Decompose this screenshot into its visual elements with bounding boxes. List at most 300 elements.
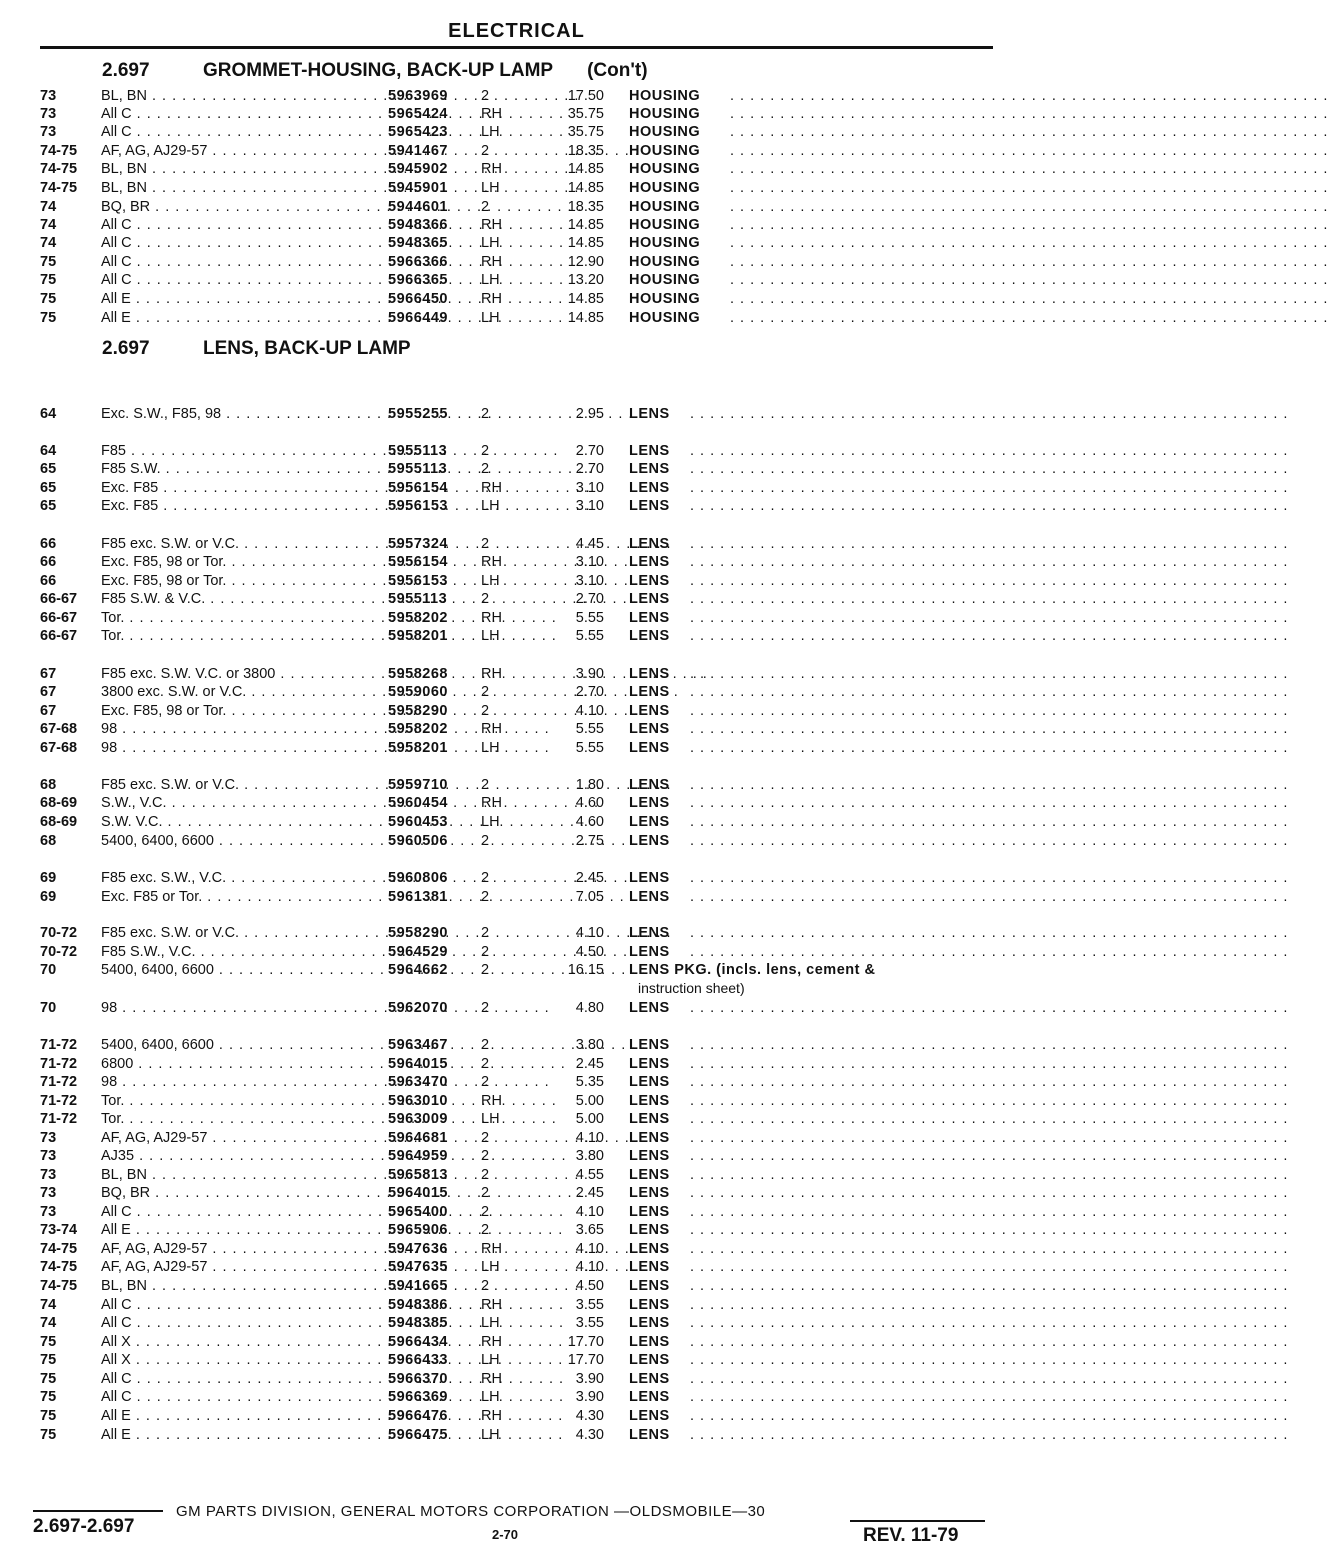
part-name: LENS — [629, 498, 670, 514]
part-number: 5964015 — [388, 1185, 448, 1201]
year-cell: 74 — [40, 1297, 57, 1313]
part-number: 5964681 — [388, 1130, 448, 1146]
part-name: LENS — [629, 777, 670, 793]
price: 13.20 — [567, 272, 604, 288]
dot-leader: . . . . . . . . . . . . . . . . . . . . . . . . . . . . . . . . . . . . . . . . . . . . . . . . . . . . . . . . . . . . — [690, 1111, 1289, 1127]
table-row — [0, 1314, 1289, 1332]
price: 2.75 — [575, 833, 604, 849]
dot-leader: . . . . . . . . . . . . . . . . . . . . . . . . . . . . . . . . . . . . . . . . . . . . . . . . . . . . . . . . . . . . — [730, 291, 1328, 307]
price: 17.70 — [567, 1352, 604, 1368]
quantity-side: 2 — [481, 1278, 490, 1294]
quantity-side: RH — [481, 554, 502, 570]
footer-page-number: 2-70 — [492, 1527, 519, 1542]
price: 18.35 — [567, 143, 604, 159]
price: 3.90 — [575, 1389, 604, 1405]
model-description: Exc. F85 . . . — [101, 479, 369, 497]
model-description: S.W., V.C. . . . — [101, 794, 369, 812]
part-name: HOUSING — [629, 310, 701, 326]
table-row — [0, 123, 1328, 141]
price: 14.85 — [567, 235, 604, 251]
table-row — [0, 234, 1328, 252]
quantity-side: RH — [481, 795, 502, 811]
part-number: 5966370 — [388, 1371, 448, 1387]
quantity-side: RH — [481, 666, 502, 682]
part-name: HOUSING — [629, 180, 701, 196]
table-row — [0, 160, 1328, 178]
part-name: LENS — [629, 480, 670, 496]
quantity-side: 2 — [481, 684, 490, 700]
price: 2.70 — [575, 461, 604, 477]
model-description: All E . . . — [101, 290, 369, 308]
price: 2.70 — [575, 591, 604, 607]
part-name: LENS — [629, 944, 670, 960]
model-description: AF, AG, AJ29-57 . . . — [101, 1129, 369, 1147]
price: 14.85 — [567, 217, 604, 233]
footer-revision: REV. 11-79 — [863, 1525, 959, 1546]
price: 5.55 — [575, 628, 604, 644]
table-row — [0, 1129, 1289, 1147]
model-description: AF, AG, AJ29-57 . . . — [101, 1240, 369, 1258]
model-description: BQ, BR . . . — [101, 198, 369, 216]
price: 4.10 — [575, 1241, 604, 1257]
price: 5.55 — [575, 610, 604, 626]
price: 3.10 — [575, 554, 604, 570]
part-number: 5947635 — [388, 1259, 448, 1275]
dot-leader: . . . . . . . . . . . . . . . . . . . . . . . . . . . . . . . . . . . . . . . . . . . . . . . . . . . . . . . . . . . . — [690, 461, 1289, 477]
model-description: All C . . . — [101, 105, 369, 123]
model-description: All E . . . — [101, 1426, 369, 1444]
part-number: 5965813 — [388, 1167, 448, 1183]
price: 3.55 — [575, 1315, 604, 1331]
price: 2.45 — [575, 1056, 604, 1072]
dot-leader: . . . . . . . . . . . . . . . . . . . . . . . . . . . . . . . . . . . . . . . . . . . . . . . . . . . . . . . . . . . . — [690, 498, 1289, 514]
part-number: 5941467 — [388, 143, 448, 159]
section-heading-housing — [102, 60, 648, 82]
quantity-side: 2 — [481, 870, 490, 886]
quantity-side: LH — [481, 124, 500, 140]
part-name: HOUSING — [629, 272, 701, 288]
price: 2.95 — [575, 406, 604, 422]
quantity-side: RH — [481, 291, 502, 307]
table-row — [0, 535, 1289, 553]
model-description: F85 S.W. . . . — [101, 460, 369, 478]
table-row — [0, 1147, 1289, 1165]
dot-leader: . . . . . . . . . . . . . . . . . . . . . . . . . . . . . . . . . . . . . . . . . . . . . . . . . . . . . . . . . . . . — [690, 889, 1289, 905]
dot-leader: . . . . . . . . . . . . . . . . . . . . . . . . . . . . . . . . . . . . . . . . . . . . . . . . . . . . . . . . . . . . — [690, 1278, 1289, 1294]
part-name: LENS — [629, 1093, 670, 1109]
model-description: BL, BN . . . — [101, 1277, 369, 1295]
part-number: 5958290 — [388, 703, 448, 719]
dot-leader: . . . . . . . . . . . . . . . . . . . . . . . . . . . . . . . . . . . . . . . . . . . . . . . . . . . . . . . . . . . . — [690, 814, 1289, 830]
dot-leader: . . . . . . . . . . . . . . . . . . . . . . . . . . . . . . . . . . . . . . . . . . . . . . . . . . . . . . . . . . . . — [690, 777, 1289, 793]
part-name: HOUSING — [629, 143, 701, 159]
dot-leader: . . . . . . . . . . . . . . . . . . . . . . . . . . . . . . . . . . . . . . . . . . . . . . . . . . . . . . . . . . . . — [690, 1074, 1289, 1090]
table-row — [0, 869, 1289, 887]
quantity-side: 2 — [481, 889, 490, 905]
section-number: 2.697 — [102, 60, 150, 81]
quantity-side: LH — [481, 180, 500, 196]
footer-rule-left — [33, 1510, 163, 1512]
model-description: BL, BN . . . — [101, 1166, 369, 1184]
page-header: ELECTRICAL — [448, 20, 585, 42]
year-cell: 73 — [40, 124, 57, 140]
year-cell: 74-75 — [40, 1241, 78, 1257]
part-name: LENS — [629, 1241, 670, 1257]
part-number: 5948385 — [388, 1315, 448, 1331]
table-row — [0, 1055, 1289, 1073]
price: 1.80 — [575, 777, 604, 793]
part-number: 5966433 — [388, 1352, 448, 1368]
model-description: F85 exc. S.W. or V.C. . . . — [101, 924, 369, 942]
year-cell: 74 — [40, 217, 57, 233]
model-description: Exc. F85 or Tor. . . . — [101, 888, 369, 906]
part-name: HOUSING — [629, 124, 701, 140]
dot-leader: . . . . . . . . . . . . . . . . . . . . . . . . . . . . . . . . . . . . . . . . . . . . . . . . . . . . . . . . . . . . — [730, 235, 1328, 251]
model-description: All C . . . — [101, 123, 369, 141]
quantity-side: 2 — [481, 703, 490, 719]
model-description: Tor. . . . — [101, 1092, 369, 1110]
table-row — [0, 776, 1289, 794]
quantity-side: 2 — [481, 1222, 490, 1238]
quantity-side: RH — [481, 721, 502, 737]
table-row — [0, 1036, 1289, 1054]
quantity-side: 2 — [481, 1037, 490, 1053]
model-description: All E . . . — [101, 1221, 369, 1239]
part-name: LENS — [629, 1389, 670, 1405]
model-description: Exc. F85 . . . — [101, 497, 369, 515]
price: 17.70 — [567, 1334, 604, 1350]
quantity-side: 2 — [481, 461, 490, 477]
table-row — [0, 739, 1289, 757]
section-heading-lens — [102, 338, 411, 360]
model-description: All X . . . — [101, 1351, 369, 1369]
dot-leader: . . . . . . . . . . . . . . . . . . . . . . . . . . . . . . . . . . . . . . . . . . . . . . . . . . . . . . . . . . . . — [690, 795, 1289, 811]
dot-leader: . . . . . . . . . . . . . . . . . . . . . . . . . . . . . . . . . . . . . . . . . . . . . . . . . . . . . . . . . . . . — [690, 443, 1289, 459]
year-cell: 73 — [40, 1148, 57, 1164]
quantity-side: RH — [481, 1371, 502, 1387]
quantity-side: 2 — [481, 443, 490, 459]
part-name: HOUSING — [629, 254, 701, 270]
part-name: LENS — [629, 1167, 670, 1183]
dot-leader: . . . . . . . . . . . . . . . . . . . . . . . . . . . . . . . . . . . . . . . . . . . . . . . . . . . . . . . . . . . . — [690, 610, 1289, 626]
table-row — [0, 198, 1328, 216]
table-row — [0, 1407, 1289, 1425]
part-number: 5958202 — [388, 721, 448, 737]
year-cell: 65 — [40, 461, 57, 477]
table-row — [0, 216, 1328, 234]
header-rule — [40, 46, 993, 49]
part-number: 5958201 — [388, 628, 448, 644]
model-description: BL, BN . . . — [101, 160, 369, 178]
table-row — [0, 961, 1069, 979]
table-row — [0, 1166, 1289, 1184]
model-description: 98 . . . — [101, 999, 369, 1017]
part-name: HOUSING — [629, 106, 701, 122]
year-cell: 73 — [40, 1167, 57, 1183]
model-description: BQ, BR . . . — [101, 1184, 369, 1202]
quantity-side: RH — [481, 1334, 502, 1350]
section-continued: (Con't) — [587, 60, 648, 81]
dot-leader: . . . . . . . . . . . . . . . . . . . . . . . . . . . . . . . . . . . . . . . . . . . . . . . . . . . . . . . . . . . . — [730, 217, 1328, 233]
year-cell: 74-75 — [40, 143, 78, 159]
quantity-side: 2 — [481, 591, 490, 607]
year-cell: 73 — [40, 88, 57, 104]
quantity-side: RH — [481, 217, 502, 233]
dot-leader: . . . . . . . . . . . . . . . . . . . . . . . . . . . . . . . . . . . . . . . . . . . . . . . . . . . . . . . . . . . . — [690, 1037, 1289, 1053]
year-cell: 75 — [40, 1427, 57, 1443]
part-number: 5955113 — [388, 443, 448, 459]
table-row — [0, 271, 1328, 289]
year-cell: 73 — [40, 1185, 57, 1201]
part-name: LENS — [629, 536, 670, 552]
dot-leader: . . . . . . . . . . . . . . . . . . . . . . . . . . . . . . . . . . . . . . . . . . . . . . . . . . . . . . . . . . . . — [690, 536, 1289, 552]
year-cell: 69 — [40, 889, 57, 905]
model-description: 98 . . . — [101, 720, 369, 738]
part-name: LENS — [629, 1334, 670, 1350]
dot-leader: . . . . . . . . . . . . . . . . . . . . . . . . . . . . . . . . . . . . . . . . . . . . . . . . . . . . . . . . . . . . — [690, 1185, 1289, 1201]
dot-leader: . . . . . . . . . . . . . . . . . . . . . . . . . . . . . . . . . . . . . . . . . . . . . . . . . . . . . . . . . . . . — [730, 199, 1328, 215]
part-number: 5964529 — [388, 944, 448, 960]
part-number: 5960453 — [388, 814, 448, 830]
quantity-side: LH — [481, 235, 500, 251]
quantity-side: LH — [481, 1315, 500, 1331]
dot-leader: . . . . . . . . . . . . . . . . . . . . . . . . . . . . . . . . . . . . . . . . . . . . . . . . . . . . . . . . . . . . — [690, 870, 1289, 886]
table-row — [0, 832, 1289, 850]
table-row — [0, 627, 1289, 645]
part-name: LENS — [629, 1259, 670, 1275]
model-description: All C . . . — [101, 234, 369, 252]
year-cell: 75 — [40, 291, 57, 307]
part-name: LENS — [629, 1222, 670, 1238]
year-cell: 67 — [40, 703, 57, 719]
part-name: LENS — [629, 406, 670, 422]
part-number: 5948386 — [388, 1297, 448, 1313]
part-name: LENS — [629, 740, 670, 756]
part-number: 5955113 — [388, 591, 448, 607]
part-name: HOUSING — [629, 291, 701, 307]
year-cell: 67-68 — [40, 740, 78, 756]
part-number: 5966366 — [388, 254, 448, 270]
price: 4.10 — [575, 925, 604, 941]
dot-leader: . . . . . . . . . . . . . . . . . . . . . . . . . . . . . . . . . . . . . . . . . . . . . . . . . . . . . . . . . . . . — [690, 1241, 1289, 1257]
dot-leader: . . . . . . . . . . . . . . . . . . . . . . . . . . . . . . . . . . . . . . . . . . . . . . . . . . . . . . . . . . . . — [690, 666, 1289, 682]
year-cell: 68-69 — [40, 814, 78, 830]
price: 4.80 — [575, 1000, 604, 1016]
dot-leader: . . . . . . . . . . . . . . . . . . . . . . . . . . . . . . . . . . . . . . . . . . . . . . . . . . . . . . . . . . . . — [730, 88, 1328, 104]
section-title: LENS, BACK-UP LAMP — [203, 338, 411, 359]
table-row — [0, 1240, 1289, 1258]
year-cell: 75 — [40, 272, 57, 288]
year-cell: 70 — [40, 962, 57, 978]
part-number: 5963470 — [388, 1074, 448, 1090]
price: 3.90 — [575, 666, 604, 682]
price: 4.60 — [575, 814, 604, 830]
table-row — [0, 1296, 1289, 1314]
quantity-side: 2 — [481, 143, 490, 159]
part-name: LENS — [629, 628, 670, 644]
year-cell: 74 — [40, 235, 57, 251]
dot-leader: . . . . . . . . . . . . . . . . . . . . . . . . . . . . . . . . . . . . . . . . . . . . . . . . . . . . . . . . . . . . — [690, 591, 1289, 607]
quantity-side: 2 — [481, 1000, 490, 1016]
price: 4.10 — [575, 703, 604, 719]
dot-leader: . . . . . . . . . . . . . . . . . . . . . . . . . . . . . . . . . . . . . . . . . . . . . . . . . . . . . . . . . . . . — [730, 161, 1328, 177]
part-name: LENS — [629, 1130, 670, 1146]
year-cell: 71-72 — [40, 1056, 78, 1072]
table-row — [0, 590, 1289, 608]
footer-publisher: GM PARTS DIVISION, GENERAL MOTORS CORPORATION —OLDSMOBILE—30 — [176, 1503, 766, 1520]
quantity-side: 2 — [481, 1204, 490, 1220]
part-number: 5959710 — [388, 777, 448, 793]
price: 12.90 — [567, 254, 604, 270]
year-cell: 68 — [40, 777, 57, 793]
year-cell: 73-74 — [40, 1222, 78, 1238]
quantity-side: 2 — [481, 1056, 490, 1072]
footer-rule-right — [850, 1520, 985, 1522]
quantity-side: 2 — [481, 88, 490, 104]
part-number: 5966476 — [388, 1408, 448, 1424]
dot-leader: . . . . . . . . . . . . . . . . . . . . . . . . . . . . . . . . . . . . . . . . . . . . . . . . . . . . . . . . . . . . — [730, 106, 1328, 122]
price: 18.35 — [567, 199, 604, 215]
year-cell: 75 — [40, 1371, 57, 1387]
part-number: 5956154 — [388, 480, 448, 496]
part-name: HOUSING — [629, 235, 701, 251]
table-row — [0, 1092, 1289, 1110]
year-cell: 70-72 — [40, 925, 78, 941]
part-number: 5964015 — [388, 1056, 448, 1072]
quantity-side: LH — [481, 1352, 500, 1368]
quantity-side: LH — [481, 1389, 500, 1405]
price: 3.10 — [575, 480, 604, 496]
model-description: All C . . . — [101, 1314, 369, 1332]
table-row — [0, 794, 1289, 812]
year-cell: 75 — [40, 1389, 57, 1405]
part-number: 5957324 — [388, 536, 448, 552]
year-cell: 67 — [40, 666, 57, 682]
year-cell: 75 — [40, 254, 57, 270]
table-row — [0, 609, 1289, 627]
model-description: Tor. . . . — [101, 1110, 369, 1128]
part-number: 5948365 — [388, 235, 448, 251]
part-number: 5964959 — [388, 1148, 448, 1164]
model-description: AJ35 . . . — [101, 1147, 369, 1165]
quantity-side: LH — [481, 628, 500, 644]
price: 7.05 — [575, 889, 604, 905]
dot-leader: . . . . . . . . . . . . . . . . . . . . . . . . . . . . . . . . . . . . . . . . . . . . . . . . . . . . . . . . . . . . — [730, 310, 1328, 326]
table-row — [0, 683, 1289, 701]
price: 2.45 — [575, 870, 604, 886]
model-description: All C . . . — [101, 216, 369, 234]
year-cell: 74-75 — [40, 1259, 78, 1275]
price: 4.30 — [575, 1427, 604, 1443]
part-number: 5947636 — [388, 1241, 448, 1257]
part-name: LENS — [629, 684, 670, 700]
part-name: HOUSING — [629, 161, 701, 177]
part-name: LENS — [629, 1000, 670, 1016]
year-cell: 64 — [40, 443, 57, 459]
year-cell: 71-72 — [40, 1074, 78, 1090]
section-title: GROMMET-HOUSING, BACK-UP LAMP — [203, 60, 554, 81]
quantity-side: RH — [481, 161, 502, 177]
quantity-side: LH — [481, 498, 500, 514]
quantity-side: 2 — [481, 1130, 490, 1146]
part-number: 5959060 — [388, 684, 448, 700]
quantity-side: 2 — [481, 406, 490, 422]
model-description: F85 exc. S.W., V.C. . . . — [101, 869, 369, 887]
price: 5.55 — [575, 740, 604, 756]
part-number: 5962070 — [388, 1000, 448, 1016]
model-description: All E . . . — [101, 1407, 369, 1425]
model-description: 3800 exc. S.W. or V.C. . . . — [101, 683, 369, 701]
model-description: 98 . . . — [101, 739, 369, 757]
model-description: F85 . . . — [101, 442, 369, 460]
table-row — [0, 442, 1289, 460]
year-cell: 75 — [40, 1408, 57, 1424]
dot-leader: . . . . . . . . . . . . . . . . . . . . . . . . . . . . . . . . . . . . . . . . . . . . . . . . . . . . . . . . . . . . — [730, 272, 1328, 288]
year-cell: 66 — [40, 554, 57, 570]
part-number: 5964662 — [388, 962, 448, 978]
part-name: LENS — [629, 610, 670, 626]
part-name: LENS — [629, 1185, 670, 1201]
year-cell: 67-68 — [40, 721, 78, 737]
year-cell: 75 — [40, 310, 57, 326]
part-name: LENS — [629, 814, 670, 830]
part-name: LENS — [629, 1427, 670, 1443]
price: 3.10 — [575, 573, 604, 589]
dot-leader: . . . . . . . . . . . . . . . . . . . . . . . . . . . . . . . . . . . . . . . . . . . . . . . . . . . . . . . . . . . . — [690, 554, 1289, 570]
table-row — [0, 1110, 1289, 1128]
model-description: All C . . . — [101, 253, 369, 271]
model-description: All C . . . — [101, 1370, 369, 1388]
quantity-side: 2 — [481, 962, 490, 978]
price: 5.00 — [575, 1093, 604, 1109]
part-name: LENS — [629, 1204, 670, 1220]
model-description: 5400, 6400, 6600 . . . — [101, 1036, 369, 1054]
section-number: 2.697 — [102, 338, 150, 359]
year-cell: 66 — [40, 573, 57, 589]
part-name: LENS — [629, 1148, 670, 1164]
price: 4.30 — [575, 1408, 604, 1424]
part-name: LENS — [629, 573, 670, 589]
price: 4.60 — [575, 795, 604, 811]
quantity-side: LH — [481, 573, 500, 589]
quantity-side: RH — [481, 1408, 502, 1424]
quantity-side: 2 — [481, 536, 490, 552]
dot-leader: . . . . . . . . . . . . . . . . . . . . . . . . . . . . . . . . . . . . . . . . . . . . . . . . . . . . . . . . . . . . — [690, 944, 1289, 960]
table-row — [0, 1184, 1289, 1202]
dot-leader: . . . . . . . . . . . . . . . . . . . . . . . . . . . . . . . . . . . . . . . . . . . . . . . . . . . . . . . . . . . . — [690, 1204, 1289, 1220]
price: 5.35 — [575, 1074, 604, 1090]
year-cell: 66 — [40, 536, 57, 552]
part-name: LENS — [629, 721, 670, 737]
price: 4.50 — [575, 944, 604, 960]
table-row — [0, 179, 1328, 197]
table-row — [0, 87, 1328, 105]
year-cell: 75 — [40, 1352, 57, 1368]
price: 3.80 — [575, 1148, 604, 1164]
part-number: 5963467 — [388, 1037, 448, 1053]
quantity-side: 2 — [481, 833, 490, 849]
dot-leader: . . . . . . . . . . . . . . . . . . . . . . . . . . . . . . . . . . . . . . . . . . . . . . . . . . . . . . . . . . . . — [690, 1130, 1289, 1146]
table-row — [0, 1370, 1289, 1388]
quantity-side: 2 — [481, 1185, 490, 1201]
quantity-side: LH — [481, 310, 500, 326]
quantity-side: 2 — [481, 777, 490, 793]
dot-leader: . . . . . . . . . . . . . . . . . . . . . . . . . . . . . . . . . . . . . . . . . . . . . . . . . . . . . . . . . . . . — [690, 684, 1289, 700]
year-cell: 65 — [40, 498, 57, 514]
quantity-side: 2 — [481, 1148, 490, 1164]
model-description: BL, BN . . . — [101, 87, 369, 105]
year-cell: 67 — [40, 684, 57, 700]
